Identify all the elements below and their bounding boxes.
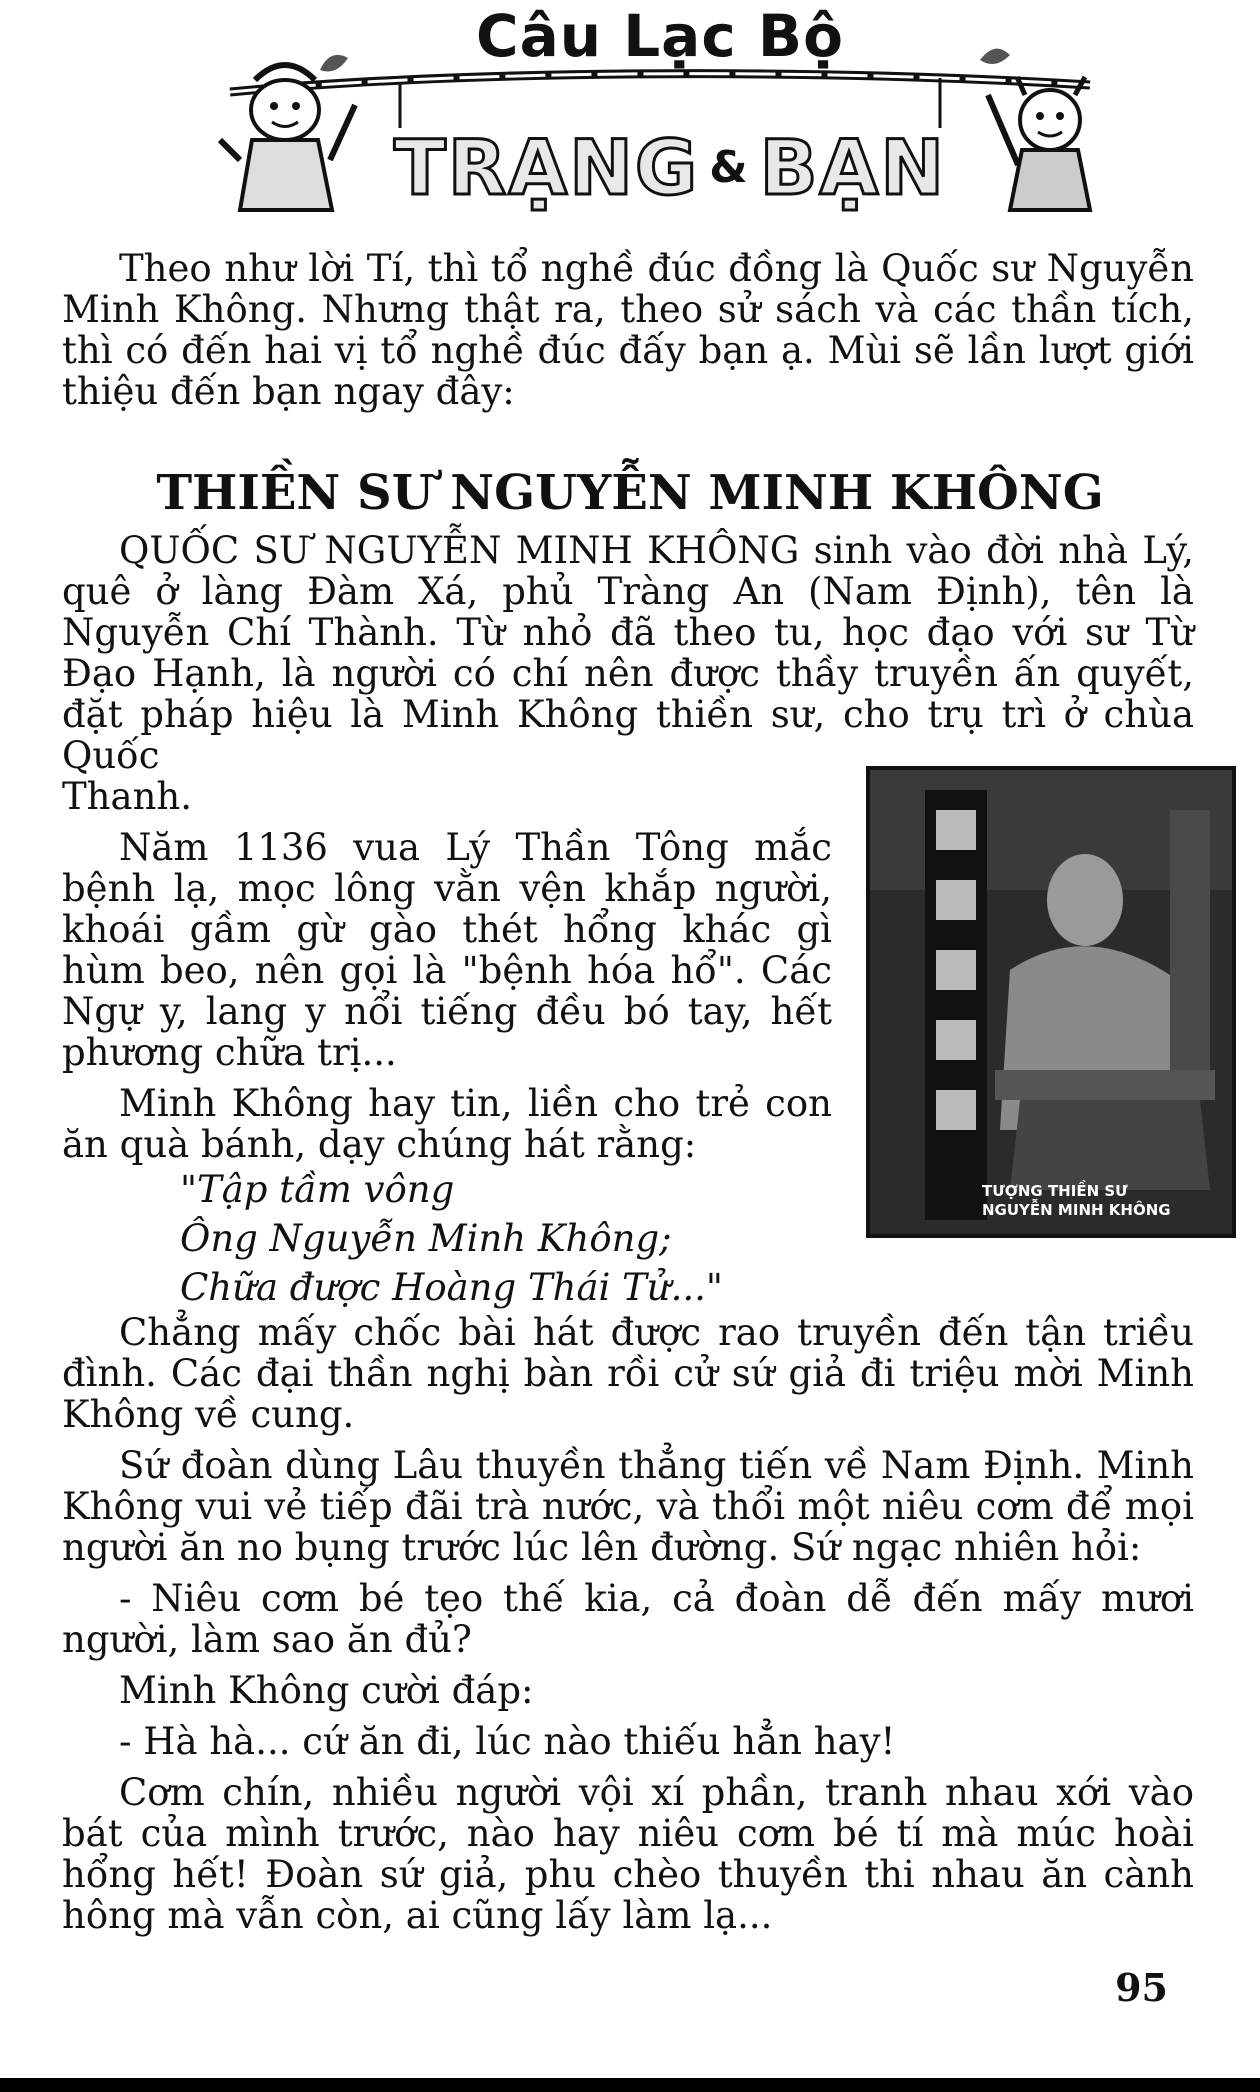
photo-caption-line-2: NGUYỄN MINH KHÔNG [982, 1201, 1171, 1219]
article-paragraph-5: Sứ đoàn dùng Lâu thuyền thẳng tiến về Nam Định. Minh Không vui vẻ tiếp đãi trà nước, và thổi một niêu cơm để mọi người ăn no bụng trước lúc lên đường. Sứ ngạc nhiên hỏi: [62, 1444, 1194, 1569]
article-paragraph-1: QUỐC SƯ NGUYỄN MINH KHÔNG sinh vào đời nhà Lý, quê ở làng Đàm Xá, phủ Tràng An (Nam Định), tên là Nguyễn Chí Thành. Từ nhỏ đã theo tu, học đạo với sư Từ Đạo Hạnh, là người có chí nên được thầy truyền ấn quyết, đặt pháp hiệu là Minh Không thiền sư, cho trụ trì ở chùa Quốc [62, 529, 1194, 777]
banner-left-word: TRẠNG [394, 123, 700, 212]
banner-right-word: BẠN [759, 123, 946, 212]
article-paragraph-1-end: Thanh. [62, 775, 192, 818]
club-title: Câu Lạc Bộ [476, 2, 844, 70]
article-paragraph-2: Năm 1136 vua Lý Thần Tông mắc bệnh lạ, mọc lông vằn vện khắp người, khoái gầm gừ gào thét hổng khác gì hùm beo, nên gọi là "bệnh hóa hổ". Các Ngự y, lang y nổi tiếng đều bó tay, hết phương chữa trị... [62, 826, 832, 1074]
article-paragraph-7: Minh Không cười đáp: [119, 1669, 534, 1712]
article-paragraph-8: - Hà hà... cứ ăn đi, lúc nào thiếu hẳn hay! [119, 1720, 896, 1763]
article-heading: THIỀN SƯ NGUYỄN MINH KHÔNG [156, 465, 1104, 521]
poem-line-2: Ông Nguyễn Minh Không; [180, 1217, 672, 1260]
intro-block [62, 248, 1194, 412]
intro-paragraph: Theo như lời Tí, thì tổ nghề đúc đồng là Quốc sư Nguyễn Minh Không. Nhưng thật ra, theo sử sách và các thần tích, thì có đến hai vị tổ nghề đúc đấy bạn ạ. Mùi sẽ lần lượt giới thiệu đến bạn ngay đây: [62, 247, 1194, 413]
article-paragraph-6: - Niêu cơm bé tẹo thế kia, cả đoàn dễ đến mấy mươi người, làm sao ăn đủ? [62, 1577, 1194, 1661]
right-character-icon [988, 77, 1090, 210]
article-paragraph-4: Chẳng mấy chốc bài hát được rao truyền đến tận triều đình. Các đại thần nghị bàn rồi cử sứ giả đi triệu mời Minh Không về cung. [62, 1311, 1194, 1436]
photo-caption-line-1: TƯỢNG THIỀN SƯ [982, 1182, 1128, 1200]
bottom-border [0, 2078, 1260, 2092]
article-paragraph-3: Minh Không hay tin, liền cho trẻ con ăn quà bánh, dạy chúng hát rằng: [62, 1082, 832, 1166]
statue-icon [870, 770, 1232, 1234]
banner-ampersand: & [709, 142, 750, 193]
article-paragraph-9: Cơm chín, nhiều người vội xí phần, tranh nhau xới vào bát của mình trước, nào hay niêu cơm bé tí mà múc hoài hổng hết! Đoàn sứ giả, phu chèo thuyền thi nhau ăn cành hông mà vẫn còn, ai cũng lấy làm lạ... [62, 1771, 1194, 1937]
poem-line-3: Chữa được Hoàng Thái Tử..." [180, 1266, 723, 1309]
poem-line-1: "Tập tầm vông [180, 1168, 455, 1211]
photo-caption [982, 1182, 1171, 1220]
page-number: 95 [1115, 1965, 1168, 2010]
banner-title [390, 120, 950, 215]
page-header [210, 0, 1110, 230]
statue-photo [866, 766, 1236, 1238]
